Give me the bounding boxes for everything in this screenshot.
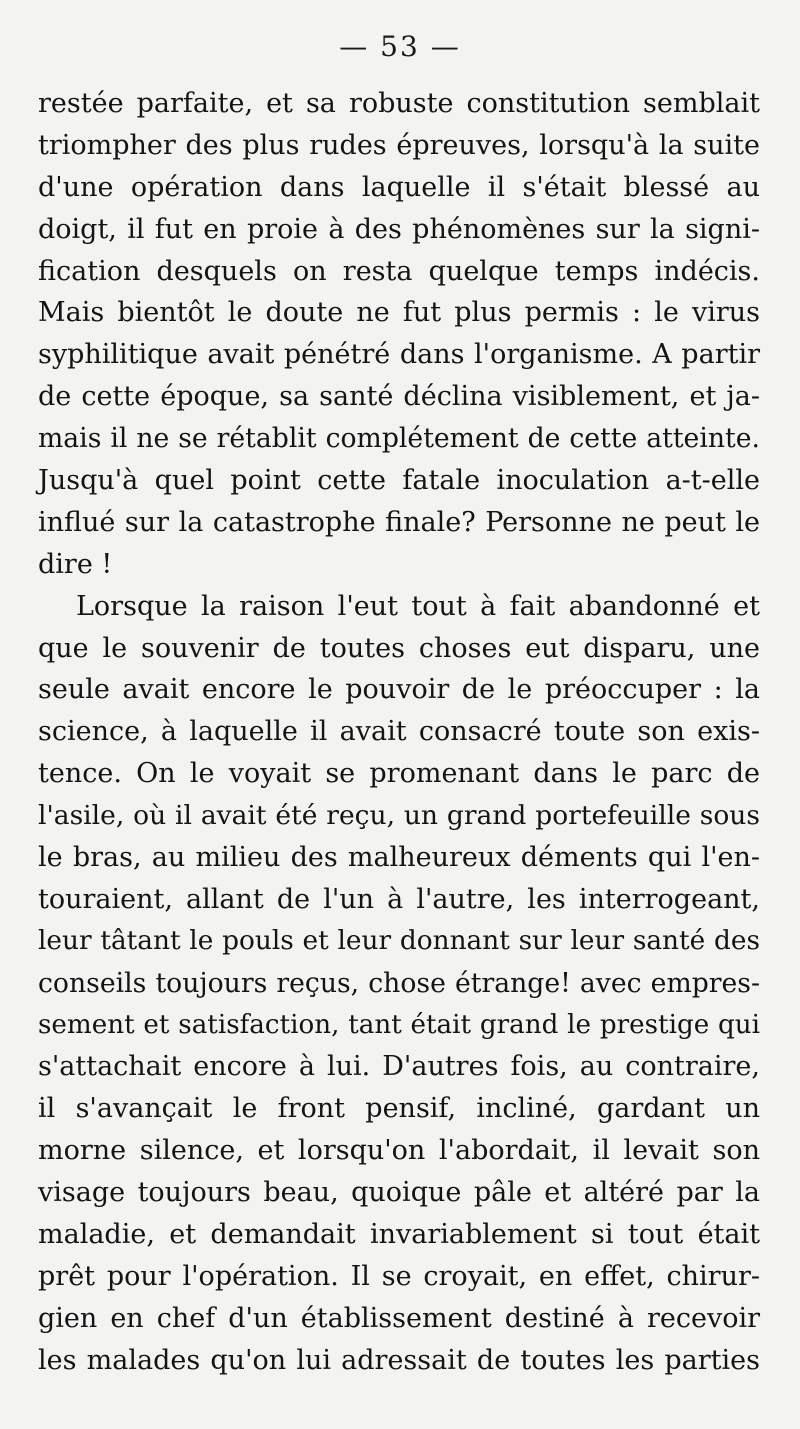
text-line: d'une opération dans laquelle il s'était blessé au [38, 171, 760, 203]
text-line: le bras, au milieu des malheureux déments qui l'en- [38, 842, 760, 874]
text-line: Jusqu'à quel point cette fatale inoculation a-t-elle [38, 465, 760, 497]
text-line: leur tâtant le pouls et leur donnant sur leur santé des [38, 925, 760, 956]
text-line: tence. On le voyait se promenant dans le parc de [38, 758, 760, 790]
text-line: mais il ne se rétablit complétement de cette atteinte. [38, 423, 760, 455]
text-line: sement et satisfaction, tant était grand le prestige qui [38, 1009, 760, 1040]
text-line: syphilitique avait pénétré dans l'organisme. A partir [38, 339, 760, 371]
text-line: dire ! [38, 548, 113, 580]
text-line: visage toujours beau, quoique pâle et altéré par la [38, 1177, 760, 1209]
text-line: s'attachait encore à lui. D'autres fois, au contraire, [38, 1051, 760, 1083]
text-line: de cette époque, sa santé déclina visiblement, et ja- [38, 381, 760, 413]
text-line: influé sur la catastrophe finale? Personne ne peut le [38, 506, 760, 538]
text-line: les malades qu'on lui adressait de toutes les parties [38, 1344, 760, 1376]
page-number: — 53 — [339, 30, 461, 63]
text-line: maladie, et demandait invariablement si tout était [38, 1219, 760, 1251]
body-text [38, 83, 760, 1382]
text-line: triompher des plus rudes épreuves, lorsqu'à la suite [38, 129, 760, 161]
text-line: science, à laquelle il avait consacré toute son exis- [38, 716, 760, 748]
text-line: fication desquels on resta quelque temps indécis. [38, 255, 760, 287]
text-line: Lorsque la raison l'eut tout à fait abandonné et [76, 590, 760, 622]
text-line: que le souvenir de toutes choses eut disparu, une [38, 632, 760, 664]
paragraph [38, 586, 760, 1382]
paragraph [38, 83, 760, 586]
text-line: l'asile, où il avait été reçu, un grand portefeuille sous [38, 800, 760, 832]
text-line: prêt pour l'opération. Il se croyait, en effet, chirur- [38, 1260, 760, 1292]
text-line: conseils toujours reçus, chose étrange! avec empres- [38, 967, 760, 999]
text-line: restée parfaite, et sa robuste constitution semblait [38, 88, 760, 119]
text-line: Mais bientôt le doute ne fut plus permis : le virus [38, 297, 760, 329]
text-line: touraient, allant de l'un à l'autre, les interrogeant, [38, 883, 760, 915]
text-line: gien en chef d'un établissement destiné à recevoir [38, 1302, 760, 1334]
text-line: doigt, il fut en proie à des phénomènes sur la signi- [38, 213, 760, 245]
text-line: seule avait encore le pouvoir de le préoccuper : la [38, 674, 760, 706]
text-line: il s'avançait le front pensif, incliné, gardant un [38, 1093, 760, 1125]
text-line: morne silence, et lorsqu'on l'abordait, il levait son [38, 1135, 760, 1167]
